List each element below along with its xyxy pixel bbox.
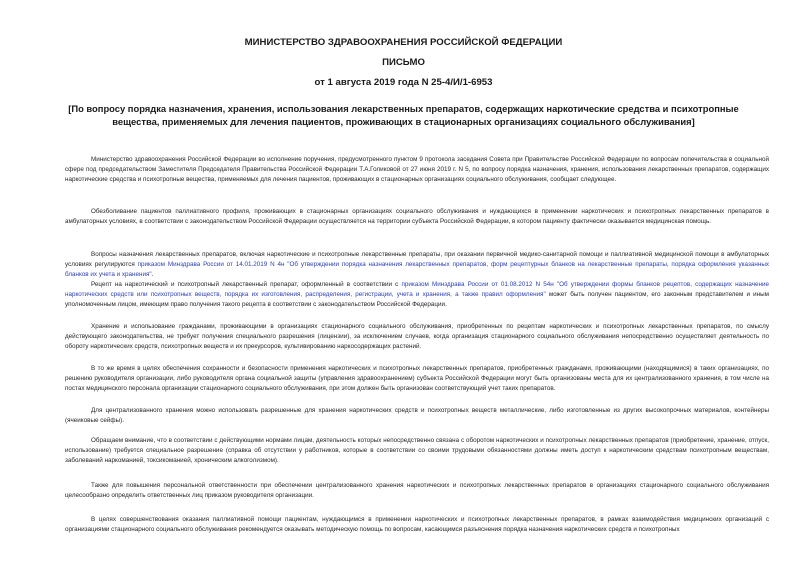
order-4n-link[interactable]: приказом Минздрава России от 14.01.2019 N 4н "Об утверждении порядка назначения лекарственных препаратов, форм рецептурных бланков на лекарственные препараты, порядка оформления указанных бланков их учета и хранения" <box>65 261 769 279</box>
ministry-heading: МИНИСТЕРСТВО ЗДРАВООХРАНЕНИЯ РОССИЙСКОЙ ФЕДЕРАЦИИ <box>244 37 563 48</box>
paragraph-4-tail: может быть получен пациентом, его законным представителем и иным уполномоченным лицом, имеющим право получения такого рецепта в соответствии с законодательством Российской Федерации. <box>65 291 769 309</box>
paragraph-1: Министерство здравоохранения Российской Федерации во исполнение поручения, предусмотренного пунктом 9 протокола заседания Совета при Правительстве Российской Федерации по вопросам попечительства в социальной сфере под председательством Заместителя Председателя Правительства Российской Федерации Т.А.Голиковой от 27 июня 2019 г. N 5, по вопросу порядка назначения, хранения, использования лекарственных препаратов, содержащих наркотические средства и психотропные вещества, применяемых для лечения пациентов, проживающих в стационарных организациях социального обслуживания, сообщает следующее. <box>65 156 769 184</box>
paragraph-3 <box>65 250 769 281</box>
paragraph-3-text: Вопросы назначения лекарственных препаратов, включая наркотические и психотропные лекарственные препараты, при оказании первичной медико-санитарной помощи и паллиативной медицинской помощи в амбулаторных условиях регулируются <box>65 251 769 269</box>
document-type: ПИСЬМО <box>382 57 425 68</box>
paragraph-8: Обращаем внимание, что в соответствии с действующими нормами лицам, деятельность которых непосредственно связана с оборотом наркотических и психотропных лекарственных препаратов (приобретение, хранение, отпуск, использование) требуется специальное разрешение (справка об отсутствии у работников, которые в соответствии со своими трудовыми обязанностями должны иметь доступ к наркотическим средствам психотропным веществам, заболеваний наркоманией, токсикоманией, хроническим алкоголизмом). <box>65 437 769 465</box>
paragraph-9: Также для повышения персональной ответственности при обеспечении централизованного хранения наркотических и психотропных лекарственных препаратов в организациях стационарного социального обслуживания целесообразно определить ответственных лиц приказом руководителя организации. <box>65 482 769 500</box>
paragraph-4-text: Рецепт на наркотический и психотропный лекарственный препарат, оформленный в соответствии с <box>91 281 402 288</box>
paragraph-5: Хранение и использование гражданами, проживающими в организациях стационарного социального обслуживания, приобретенных по рецептам наркотических и психотропных лекарственных препаратов, по смыслу действующего законодательства, не требует получения специального разрешения (лицензии), за исключением случаев, когда организация стационарного социального обслуживания непосредственно осуществляет деятельность по обороту наркотических средств, психотропных веществ и их прекурсоров, культивированию наркосодержащих растений. <box>65 323 769 351</box>
document-subject: [По вопросу порядка назначения, хранения, использования лекарственных препаратов, содержащих наркотические средства и психотропные вещества, применяемых для лечения пациентов, проживающих в стационарных организациях социального обслуживания] <box>68 103 739 127</box>
paragraph-7: Для централизованного хранения можно использовать разрешенные для хранения наркотических средств и психотропных веществ металлические, либо изготовленные из других высокопрочных материалов, контейнеры (ячеиковые сейфы). <box>65 407 769 425</box>
document-date-number: от 1 августа 2019 года N 25-4/И/1-6953 <box>314 77 493 88</box>
order-54n-link[interactable]: приказом Минздрава России от 01.08.2012 N 54н "Об утверждении формы бланков рецептов, содержащих назначение наркотических средств или психотропных веществ, порядка их изготовления, распределения, регистрации, учета и хранения, а также правил оформления" <box>65 281 769 299</box>
paragraph-10: В целях совершенствования оказания паллиативной помощи пациентам, нуждающимся в применении наркотических и психотропных лекарственных препаратов, в рамках взаимодействия медицинских организаций с организациями стационарного социального обслуживания рекомендуется оказывать методическую помощь по вопросам, касающимся разъяснения порядка назначения наркотических средств и психотропных <box>65 516 769 534</box>
paragraph-4 <box>65 280 769 311</box>
paragraph-6: В то же время в целях обеспечения сохранности и безопасности применения наркотических и психотропных лекарственных препаратов, приобретенных гражданами, проживающими (находящимися) в таких организациях, по решению руководителя организации, либо руководителя органа социальной защиты (управления здравоохранением) субъекта Российской Федерации могут быть организованы места для их централизованного хранения, в том числе на постах медицинского персонала организации стационарного социального обслуживания, при этом должен быть организован соответствующий учет таких препаратов. <box>65 365 769 393</box>
paragraph-2: Обезболивание пациентов паллиативного профиля, проживающих в стационарных организациях социального обслуживания и нуждающихся в применении наркотических и психотропных лекарственных препаратов в амбулаторных условиях, в соответствии с законодательством Российской Федерации осуществляется на территории субъекта Российской Федерации, в котором пациенту фактически оказывается медицинская помощь. <box>65 208 769 226</box>
paragraph-3-tail: . <box>151 271 154 279</box>
